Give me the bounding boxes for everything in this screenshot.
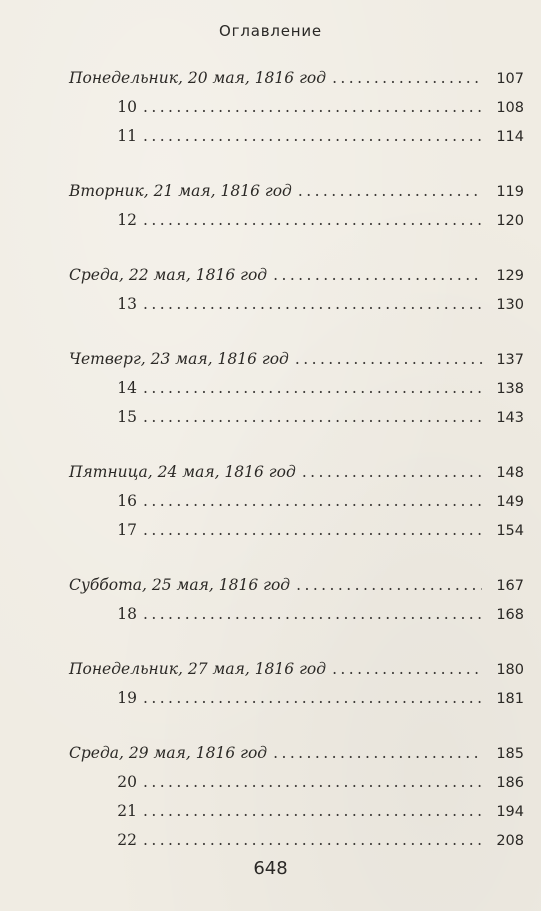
toc-entry-day [69,64,524,93]
toc-entry-label: Вторник, 21 мая, 1816 год [69,182,292,200]
toc-entry-chapter [69,600,524,629]
toc-entry-day [69,739,524,768]
toc-entry-label: 13 [117,295,137,313]
toc-entry-label: 15 [117,408,137,426]
toc-entry-label: Понедельник, 20 мая, 1816 год [69,69,327,87]
toc-entry-page: 129 [496,268,524,284]
toc-entry-page: 137 [496,352,524,368]
toc-entry-page: 180 [496,662,524,678]
dot-leader [143,374,482,403]
dot-leader [143,487,482,516]
toc-entry-label: 21 [117,802,137,820]
toc-entry-page: 143 [496,410,524,426]
toc-entry-label: 19 [117,689,137,707]
toc-entry-chapter [69,206,524,235]
toc-entry-label: Суббота, 25 мая, 1816 год [69,576,291,594]
toc-entry-label: 12 [117,211,137,229]
dot-leader [143,684,482,713]
toc-entry-chapter [69,826,524,855]
dot-leader [143,122,482,151]
toc-entry-day [69,177,524,206]
table-of-contents [69,64,524,881]
toc-entry-day [69,345,524,374]
dot-leader [296,571,482,600]
toc-entry-page: 120 [496,213,524,229]
toc-group [69,261,524,319]
toc-entry-day [69,261,524,290]
toc-group [69,739,524,855]
dot-leader [143,206,482,235]
toc-entry-label: Понедельник, 27 мая, 1816 год [69,660,327,678]
toc-group [69,64,524,151]
toc-entry-page: 108 [496,100,524,116]
toc-entry-chapter [69,93,524,122]
toc-entry-day [69,458,524,487]
toc-entry-label: 16 [117,492,137,510]
toc-entry-page: 148 [496,465,524,481]
toc-entry-day [69,655,524,684]
dot-leader [273,261,482,290]
toc-entry-label: 17 [117,521,137,539]
toc-entry-label: Среда, 22 мая, 1816 год [69,266,268,284]
dot-leader [273,739,482,768]
toc-entry-page: 181 [496,691,524,707]
toc-entry-chapter [69,487,524,516]
toc-entry-label: 22 [117,831,137,849]
toc-entry-label: Пятница, 24 мая, 1816 год [69,463,296,481]
toc-entry-page: 208 [496,833,524,849]
toc-entry-page: 149 [496,494,524,510]
dot-leader [332,655,482,684]
toc-entry-page: 168 [496,607,524,623]
toc-group [69,345,524,432]
dot-leader [295,345,482,374]
dot-leader [298,177,482,206]
toc-entry-chapter [69,122,524,151]
toc-entry-chapter [69,403,524,432]
toc-entry-page: 167 [496,578,524,594]
toc-entry-page: 114 [496,129,524,145]
toc-entry-page: 130 [496,297,524,313]
toc-entry-page: 138 [496,381,524,397]
dot-leader [143,93,482,122]
toc-entry-page: 154 [496,523,524,539]
toc-entry-chapter [69,516,524,545]
toc-group [69,571,524,629]
dot-leader [143,516,482,545]
toc-entry-label: 18 [117,605,137,623]
toc-entry-label: 11 [117,127,137,145]
toc-group [69,458,524,545]
dot-leader [143,768,482,797]
dot-leader [143,290,482,319]
toc-entry-label: 10 [117,98,137,116]
toc-entry-label: Среда, 29 мая, 1816 год [69,744,268,762]
toc-entry-page: 194 [496,804,524,820]
toc-entry-page: 107 [496,71,524,87]
toc-group [69,655,524,713]
page-number: 648 [253,858,288,879]
toc-entry-chapter [69,290,524,319]
page-heading: Оглавление [219,22,322,40]
toc-entry-page: 186 [496,775,524,791]
toc-entry-chapter [69,797,524,826]
dot-leader [143,826,482,855]
toc-group [69,177,524,235]
dot-leader [332,64,482,93]
dot-leader [143,600,482,629]
toc-entry-chapter [69,768,524,797]
dot-leader [143,797,482,826]
dot-leader [302,458,482,487]
toc-entry-label: Четверг, 23 мая, 1816 год [69,350,289,368]
toc-entry-label: 20 [117,773,137,791]
toc-entry-chapter [69,684,524,713]
toc-entry-day [69,571,524,600]
toc-entry-page: 119 [496,184,524,200]
toc-entry-chapter [69,374,524,403]
dot-leader [143,403,482,432]
toc-entry-label: 14 [117,379,137,397]
toc-entry-page: 185 [496,746,524,762]
